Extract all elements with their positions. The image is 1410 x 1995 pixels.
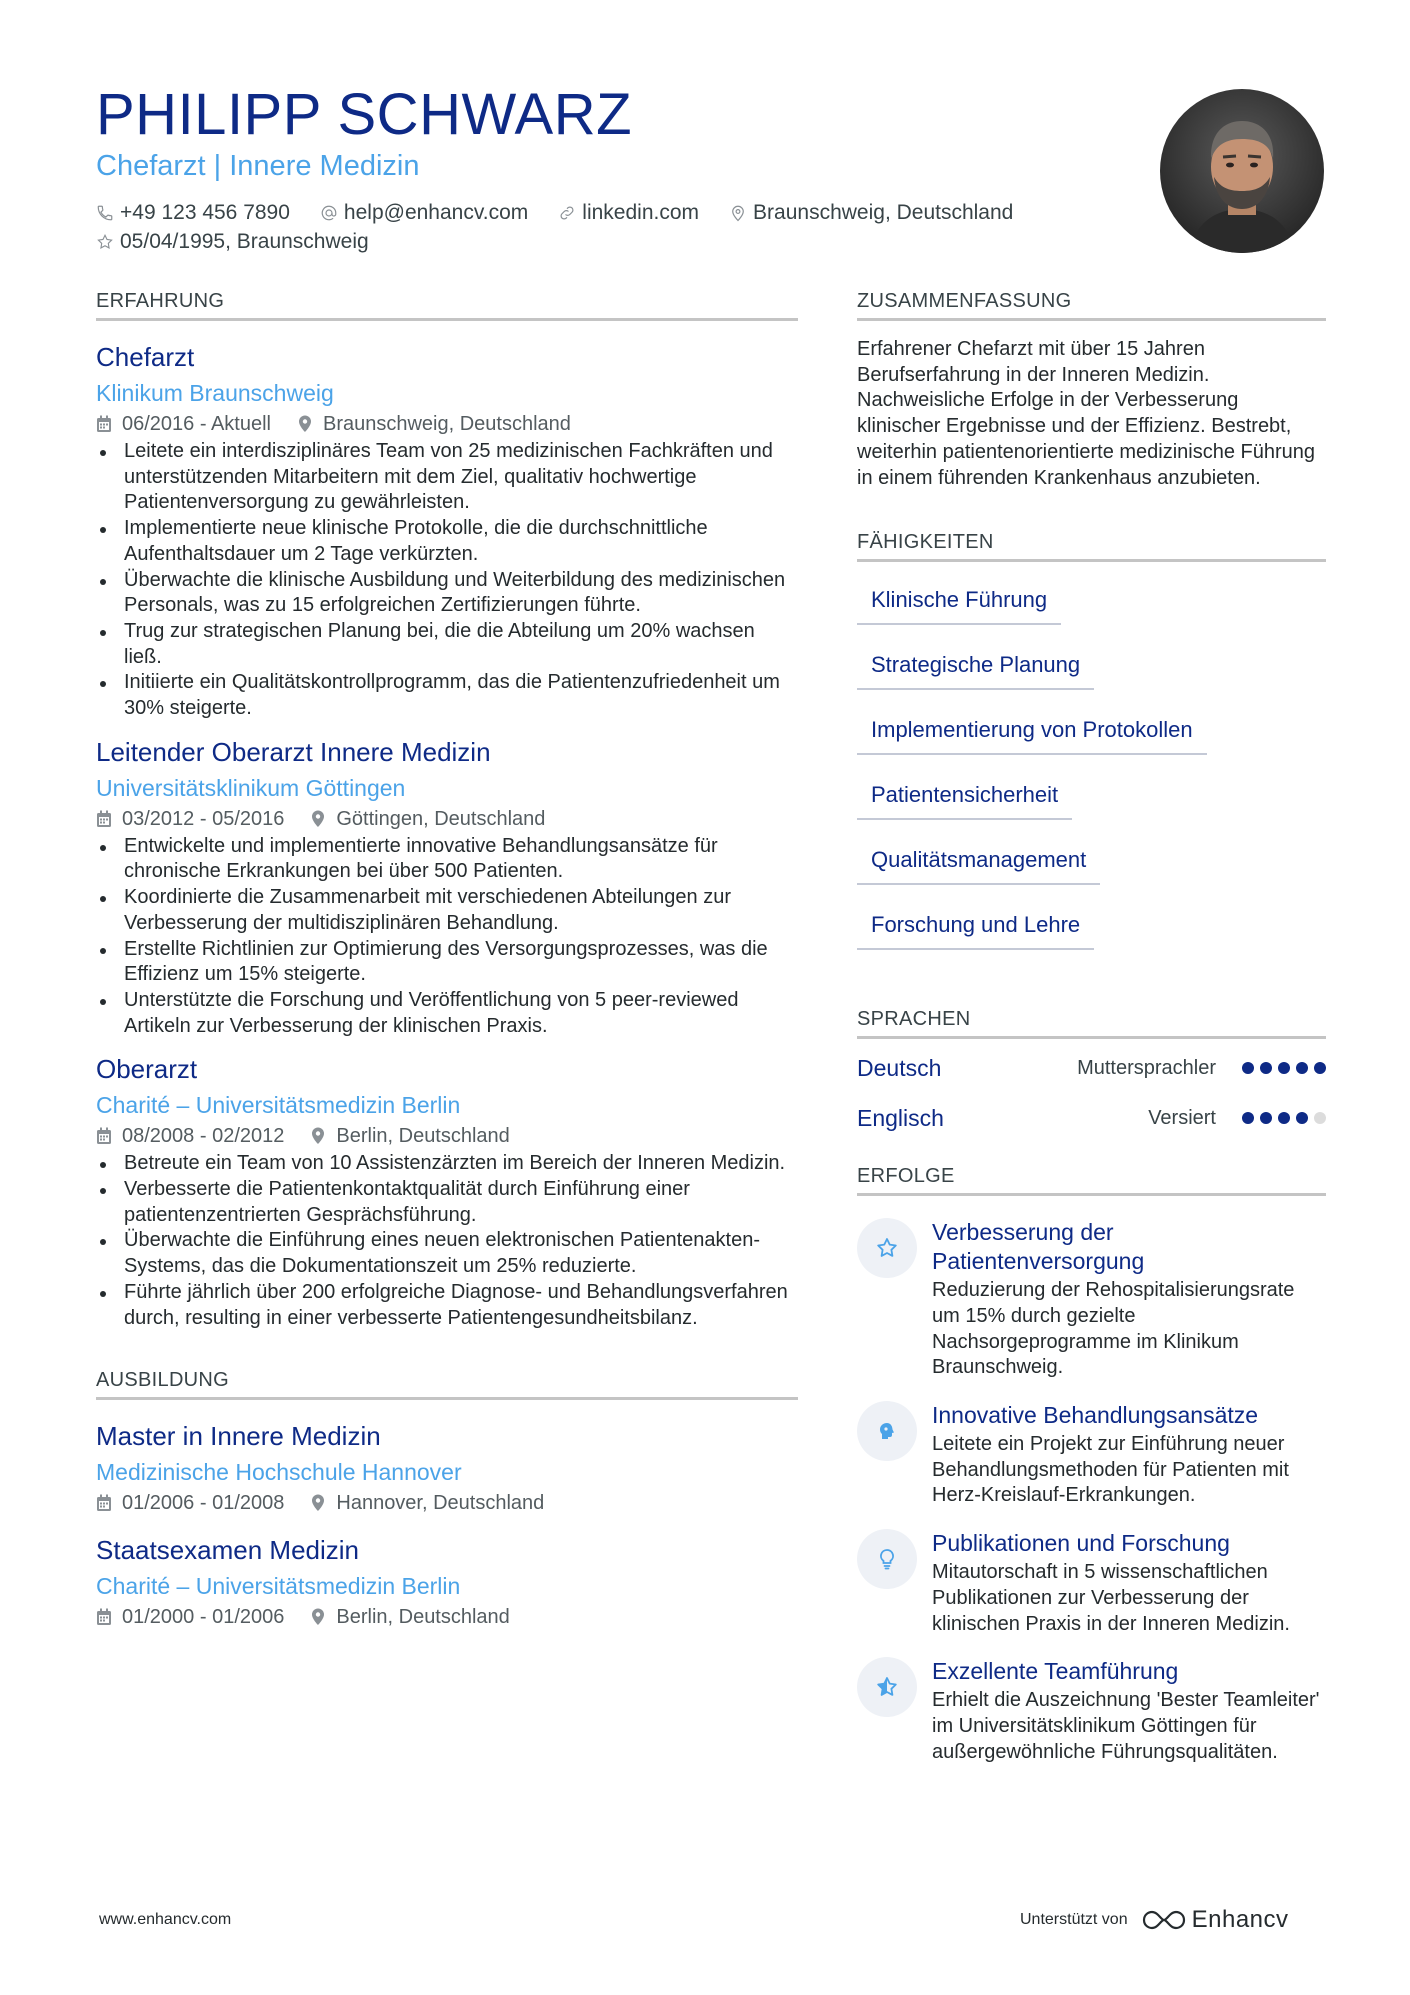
language-row bbox=[857, 1099, 1326, 1137]
linkedin-text: linkedin.com bbox=[582, 201, 700, 224]
experience-entry bbox=[96, 1053, 798, 1331]
education-entry bbox=[96, 1534, 798, 1632]
employer: Universitätsklinikum Göttingen bbox=[96, 774, 406, 801]
location-pin-icon bbox=[310, 1494, 326, 1512]
education-dates-text: 01/2006 - 01/2008 bbox=[122, 1492, 285, 1515]
achievement-item bbox=[857, 1218, 1326, 1381]
phone-icon bbox=[96, 204, 114, 222]
job-dates bbox=[96, 804, 284, 834]
birth-text: 05/04/1995, Braunschweig bbox=[120, 230, 369, 253]
contact-phone bbox=[96, 198, 290, 227]
language-level: Versiert bbox=[1148, 1106, 1216, 1129]
skill-tag: Qualitätsmanagement bbox=[857, 836, 1100, 885]
language-row bbox=[857, 1049, 1326, 1087]
education-dates bbox=[96, 1488, 284, 1518]
language-name: Englisch bbox=[857, 1104, 944, 1131]
job-meta bbox=[96, 1121, 798, 1151]
bullet-item: Überwachte die klinische Ausbildung und Weiterbildung des medizinischen Personals, was zu 15 erfolgreichen Zertifizierungen führte. bbox=[96, 568, 798, 619]
brand-name: Enhancv bbox=[1191, 1906, 1289, 1933]
achievement-item bbox=[857, 1529, 1326, 1637]
section-title-experience: ERFAHRUNG bbox=[96, 288, 798, 321]
achievement-desc: Leitete ein Projekt zur Einführung neuer Behandlungsmethoden für Patienten mit Herz-Kreislauf-Erkrankungen. bbox=[932, 1433, 1289, 1507]
language-level-group bbox=[1077, 1057, 1326, 1080]
achievement-desc: Erhielt die Auszeichnung 'Bester Teamleiter' im Universitätsklinikum Göttingen für außergewöhnliche Führungsqualitäten. bbox=[932, 1689, 1320, 1763]
location-pin-icon bbox=[310, 1127, 326, 1145]
education-dates bbox=[96, 1602, 284, 1632]
section-title-languages: SPRACHEN bbox=[857, 1006, 1326, 1039]
location-pin-icon bbox=[310, 1608, 326, 1626]
experience-entry bbox=[96, 736, 798, 1040]
bullet-item: Verbesserte die Patientenkontaktqualität durch Einführung einer patientenzentrierten Gesprächsführung. bbox=[96, 1177, 798, 1228]
summary-text: Erfahrener Chefarzt mit über 15 Jahren Berufserfahrung in der Inneren Medizin. Nachweisliche Erfolge in der Verbesserung klinischer Ergebnisse und der Effizienz. Bestrebt, weiterhin patientenorientierte medizinische Führung in einem führenden Krankenhaus anzubieten. bbox=[857, 338, 1316, 489]
bullet-item: Implementierte neue klinische Protokolle, die die durchschnittliche Aufenthaltsdauer um 2 Tage verkürzten. bbox=[96, 516, 798, 567]
language-rating bbox=[1236, 1062, 1326, 1074]
job-bullets bbox=[96, 439, 798, 722]
job-meta bbox=[96, 804, 798, 834]
education-location-text: Hannover, Deutschland bbox=[336, 1492, 545, 1515]
calendar-icon bbox=[96, 1127, 112, 1145]
section-title-education: AUSBILDUNG bbox=[96, 1367, 798, 1400]
skill-tag: Patientensicherheit bbox=[857, 771, 1072, 820]
achievement-title: Innovative Behandlungsansätze bbox=[932, 1402, 1259, 1429]
rating-dot-filled bbox=[1260, 1112, 1272, 1124]
job-location bbox=[310, 1121, 509, 1151]
language-level-group bbox=[1148, 1107, 1326, 1130]
rating-dot-filled bbox=[1314, 1062, 1326, 1074]
skill-tag: Implementierung von Protokollen bbox=[857, 706, 1207, 755]
job-dates bbox=[96, 1121, 284, 1151]
lightbulb-icon bbox=[857, 1529, 917, 1589]
calendar-icon bbox=[96, 1608, 112, 1626]
job-location bbox=[297, 409, 571, 439]
phone-text: +49 123 456 7890 bbox=[120, 201, 290, 224]
bullet-item: Betreute ein Team von 10 Assistenzärzten im Bereich der Inneren Medizin. bbox=[96, 1151, 798, 1177]
employer: Charité – Universitätsmedizin Berlin bbox=[96, 1092, 461, 1119]
candidate-name: PHILIPP SCHWARZ bbox=[96, 82, 633, 147]
location-pin-icon bbox=[729, 204, 747, 222]
experience-entry bbox=[96, 341, 798, 722]
rating-dot-filled bbox=[1260, 1062, 1272, 1074]
school: Medizinische Hochschule Hannover bbox=[96, 1459, 462, 1486]
contact-linkedin[interactable] bbox=[558, 198, 699, 227]
bullet-item: Unterstützte die Forschung und Veröffentlichung von 5 peer-reviewed Artikeln zur Verbesserung der klinischen Praxis. bbox=[96, 988, 798, 1039]
education-meta bbox=[96, 1602, 798, 1632]
contact-location bbox=[729, 198, 1013, 227]
job-title: Chefarzt bbox=[96, 342, 195, 372]
achievement-desc: Reduzierung der Rehospitalisierungsrate um 15% durch gezielte Nachsorgeprogramme im Klinikum Braunschweig. bbox=[932, 1279, 1295, 1379]
rating-dot-filled bbox=[1242, 1112, 1254, 1124]
section-title-summary: ZUSAMMENFASSUNG bbox=[857, 288, 1326, 321]
language-name: Deutsch bbox=[857, 1054, 942, 1081]
education-location bbox=[310, 1488, 544, 1518]
right-column bbox=[857, 288, 1326, 1765]
contact-info bbox=[96, 198, 1156, 256]
location-pin-icon bbox=[297, 415, 313, 433]
bullet-item: Leitete ein interdisziplinäres Team von 25 medizinischen Fachkräften und unterstützenden Mitarbeitern mit dem Ziel, qualitativ hochwertige Patientenversorgung zu gewährleisten. bbox=[96, 439, 798, 516]
link-icon bbox=[558, 204, 576, 222]
star-icon bbox=[857, 1218, 917, 1278]
education-dates-text: 01/2000 - 01/2006 bbox=[122, 1606, 285, 1629]
rating-dot-filled bbox=[1296, 1062, 1308, 1074]
job-dates-text: 03/2012 - 05/2016 bbox=[122, 807, 285, 830]
calendar-icon bbox=[96, 1494, 112, 1512]
at-icon bbox=[320, 204, 338, 222]
location-pin-icon bbox=[310, 810, 326, 828]
rating-dot-filled bbox=[1296, 1112, 1308, 1124]
location-text: Braunschweig, Deutschland bbox=[753, 201, 1014, 224]
achievement-desc: Mitautorschaft in 5 wissenschaftlichen Publikationen zur Verbesserung der klinischen Praxis in der Inneren Medizin. bbox=[932, 1561, 1290, 1635]
footer-website[interactable]: www.enhancv.com bbox=[99, 1911, 232, 1928]
rating-dot-filled bbox=[1242, 1062, 1254, 1074]
job-dates bbox=[96, 409, 271, 439]
bullet-item: Erstellte Richtlinien zur Optimierung des Versorgungsprozesses, was die Effizienz um 15% steigerte. bbox=[96, 937, 798, 988]
rating-dot-empty bbox=[1314, 1112, 1326, 1124]
skill-tag: Strategische Planung bbox=[857, 641, 1094, 690]
achievement-title: Verbesserung der Patientenversorgung bbox=[932, 1219, 1145, 1275]
footer-powered-by bbox=[1020, 1906, 1289, 1934]
rating-dot-filled bbox=[1278, 1062, 1290, 1074]
skills-list bbox=[857, 576, 1326, 966]
job-dates-text: 06/2016 - Aktuell bbox=[122, 413, 271, 435]
skill-tag: Forschung und Lehre bbox=[857, 901, 1094, 950]
job-meta bbox=[96, 409, 798, 439]
degree: Staatsexamen Medizin bbox=[96, 1535, 360, 1566]
job-bullets bbox=[96, 834, 798, 1040]
job-location-text: Berlin, Deutschland bbox=[336, 1125, 510, 1148]
language-rating bbox=[1236, 1112, 1326, 1124]
section-title-achievements: ERFOLGE bbox=[857, 1163, 1326, 1196]
job-dates-text: 08/2008 - 02/2012 bbox=[122, 1125, 285, 1148]
job-location-text: Göttingen, Deutschland bbox=[336, 807, 546, 830]
education-location-text: Berlin, Deutschland bbox=[336, 1606, 510, 1629]
calendar-icon bbox=[96, 415, 112, 433]
language-level: Muttersprachler bbox=[1077, 1056, 1216, 1079]
achievement-title: Exzellente Teamführung bbox=[932, 1658, 1179, 1685]
education-location bbox=[310, 1602, 509, 1632]
education-meta bbox=[96, 1488, 798, 1518]
star-half-icon bbox=[857, 1657, 917, 1717]
email-text: help@enhancv.com bbox=[343, 201, 529, 224]
job-bullets bbox=[96, 1151, 798, 1331]
contact-email[interactable] bbox=[320, 198, 528, 227]
achievement-item bbox=[857, 1401, 1326, 1509]
bullet-item: Koordinierte die Zusammenarbeit mit verschiedenen Abteilungen zur Verbesserung der multidisziplinären Behandlung. bbox=[96, 885, 798, 936]
job-title: Leitender Oberarzt Innere Medizin bbox=[96, 736, 491, 767]
powered-by-text: Unterstützt von bbox=[1020, 1911, 1128, 1928]
education-entry bbox=[96, 1420, 798, 1518]
brain-icon bbox=[857, 1401, 917, 1461]
achievement-title: Publikationen und Forschung bbox=[932, 1530, 1230, 1557]
school: Charité – Universitätsmedizin Berlin bbox=[96, 1573, 461, 1600]
degree: Master in Innere Medizin bbox=[96, 1421, 381, 1452]
job-title: Oberarzt bbox=[96, 1054, 198, 1085]
rating-dot-filled bbox=[1278, 1112, 1290, 1124]
enhancv-logo-icon bbox=[1140, 1907, 1188, 1933]
header bbox=[96, 82, 1156, 256]
star-outline-icon bbox=[96, 233, 114, 251]
employer: Klinikum Braunschweig bbox=[96, 380, 334, 406]
bullet-item: Trug zur strategischen Planung bei, die die Abteilung um 20% wachsen ließ. bbox=[96, 619, 798, 670]
section-title-skills: FÄHIGKEITEN bbox=[857, 529, 1326, 562]
job-location bbox=[310, 804, 545, 834]
job-location-text: Braunschweig, Deutschland bbox=[323, 413, 571, 435]
skill-tag: Klinische Führung bbox=[857, 576, 1061, 625]
bullet-item: Führte jährlich über 200 erfolgreiche Diagnose- und Behandlungsverfahren durch, resulting in einer verbesserte Patientengesundheitsbilanz. bbox=[96, 1280, 798, 1331]
achievement-item bbox=[857, 1657, 1326, 1765]
candidate-title: Chefarzt | Innere Medizin bbox=[96, 150, 420, 182]
contact-birth bbox=[96, 227, 369, 256]
bullet-item: Überwachte die Einführung eines neuen elektronischen Patientenakten-Systems, das die Dokumentationszeit um 25% reduzierte. bbox=[96, 1228, 798, 1279]
bullet-item: Initiierte ein Qualitätskontrollprogramm, das die Patientenzufriedenheit um 30% steigerte. bbox=[96, 670, 798, 721]
profile-photo bbox=[1160, 89, 1324, 253]
bullet-item: Entwickelte und implementierte innovative Behandlungsansätze für chronische Erkrankungen bei über 500 Patienten. bbox=[96, 834, 798, 885]
calendar-icon bbox=[96, 810, 112, 828]
left-column bbox=[96, 288, 798, 1632]
